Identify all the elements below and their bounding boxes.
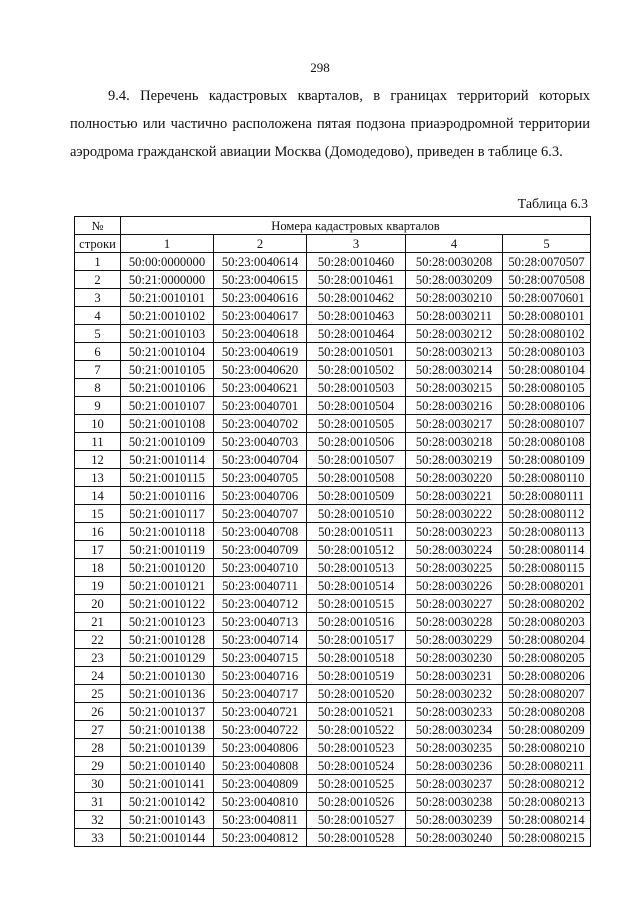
cadastral-number-cell: 50:23:0040705 [214, 469, 307, 487]
table-body [75, 253, 591, 847]
row-number-header-bottom: строки [75, 235, 121, 253]
cadastral-number-cell: 50:28:0010503 [307, 379, 406, 397]
cadastral-number-cell: 50:28:0030239 [406, 811, 503, 829]
cadastral-number-cell: 50:21:0010120 [121, 559, 214, 577]
cadastral-number-cell: 50:28:0010513 [307, 559, 406, 577]
cadastral-number-cell: 50:21:0010121 [121, 577, 214, 595]
cadastral-number-cell: 50:23:0040713 [214, 613, 307, 631]
cadastral-number-cell: 50:28:0030209 [406, 271, 503, 289]
cadastral-number-cell: 50:28:0010461 [307, 271, 406, 289]
cadastral-number-cell: 50:23:0040717 [214, 685, 307, 703]
cadastral-number-cell: 50:28:0010528 [307, 829, 406, 847]
cadastral-number-cell: 50:21:0010129 [121, 649, 214, 667]
cadastral-number-cell: 50:28:0010460 [307, 253, 406, 271]
cadastral-number-cell: 50:28:0010507 [307, 451, 406, 469]
table-row [75, 721, 591, 739]
cadastral-number-cell: 50:28:0030224 [406, 541, 503, 559]
cadastral-number-cell: 50:21:0010140 [121, 757, 214, 775]
cadastral-number-cell: 50:28:0010522 [307, 721, 406, 739]
table-row [75, 559, 591, 577]
cadastral-number-cell: 50:21:0010108 [121, 415, 214, 433]
cadastral-number-cell: 50:23:0040707 [214, 505, 307, 523]
column-number: 3 [307, 235, 406, 253]
cadastral-number-cell: 50:28:0010508 [307, 469, 406, 487]
cadastral-number-cell: 50:28:0010505 [307, 415, 406, 433]
cadastral-number-cell: 50:23:0040714 [214, 631, 307, 649]
cadastral-number-cell: 50:28:0080207 [503, 685, 591, 703]
cadastral-number-cell: 50:23:0040809 [214, 775, 307, 793]
row-number-cell: 2 [75, 271, 121, 289]
cadastral-number-cell: 50:28:0030223 [406, 523, 503, 541]
table-row [75, 829, 591, 847]
cadastral-number-cell: 50:28:0010510 [307, 505, 406, 523]
row-number-cell: 33 [75, 829, 121, 847]
cadastral-number-cell: 50:28:0010512 [307, 541, 406, 559]
table-row [75, 433, 591, 451]
cadastral-number-cell: 50:23:0040721 [214, 703, 307, 721]
cadastral-number-cell: 50:28:0010462 [307, 289, 406, 307]
cadastral-number-cell: 50:28:0080204 [503, 631, 591, 649]
cadastral-number-cell: 50:23:0040722 [214, 721, 307, 739]
table-row [75, 505, 591, 523]
cadastral-number-cell: 50:28:0010527 [307, 811, 406, 829]
row-number-cell: 3 [75, 289, 121, 307]
cadastral-number-cell: 50:28:0080113 [503, 523, 591, 541]
cadastral-number-cell: 50:21:0000000 [121, 271, 214, 289]
cadastral-number-cell: 50:21:0010130 [121, 667, 214, 685]
cadastral-number-cell: 50:28:0010506 [307, 433, 406, 451]
cadastral-number-cell: 50:28:0010502 [307, 361, 406, 379]
cadastral-number-cell: 50:23:0040710 [214, 559, 307, 577]
cadastral-number-cell: 50:28:0010515 [307, 595, 406, 613]
cadastral-number-cell: 50:23:0040616 [214, 289, 307, 307]
row-number-cell: 15 [75, 505, 121, 523]
table-row [75, 811, 591, 829]
cadastral-number-cell: 50:21:0010119 [121, 541, 214, 559]
cadastral-number-cell: 50:23:0040708 [214, 523, 307, 541]
row-number-cell: 5 [75, 325, 121, 343]
row-number-cell: 4 [75, 307, 121, 325]
cadastral-number-cell: 50:21:0010107 [121, 397, 214, 415]
cadastral-number-cell: 50:21:0010143 [121, 811, 214, 829]
cadastral-number-cell: 50:23:0040620 [214, 361, 307, 379]
cadastral-number-cell: 50:28:0010525 [307, 775, 406, 793]
cadastral-number-cell: 50:21:0010139 [121, 739, 214, 757]
row-number-cell: 22 [75, 631, 121, 649]
cadastral-number-cell: 50:28:0030212 [406, 325, 503, 343]
cadastral-number-cell: 50:23:0040702 [214, 415, 307, 433]
cadastral-number-cell: 50:21:0010104 [121, 343, 214, 361]
cadastral-quarters-table [74, 216, 591, 847]
table-row [75, 361, 591, 379]
table-header-row [75, 217, 591, 235]
row-number-cell: 1 [75, 253, 121, 271]
cadastral-number-cell: 50:23:0040617 [214, 307, 307, 325]
cadastral-number-cell: 50:28:0010516 [307, 613, 406, 631]
row-number-cell: 11 [75, 433, 121, 451]
cadastral-number-cell: 50:28:0030208 [406, 253, 503, 271]
cadastral-number-cell: 50:28:0080104 [503, 361, 591, 379]
row-number-cell: 9 [75, 397, 121, 415]
cadastral-number-cell: 50:28:0080211 [503, 757, 591, 775]
cadastral-number-cell: 50:21:0010118 [121, 523, 214, 541]
table-row [75, 307, 591, 325]
table-row [75, 253, 591, 271]
row-number-cell: 17 [75, 541, 121, 559]
cadastral-number-cell: 50:28:0080109 [503, 451, 591, 469]
column-number: 2 [214, 235, 307, 253]
cadastral-number-cell: 50:21:0010106 [121, 379, 214, 397]
column-number-row [75, 235, 591, 253]
cadastral-number-cell: 50:21:0010138 [121, 721, 214, 739]
cadastral-number-cell: 50:23:0040709 [214, 541, 307, 559]
cadastral-number-cell: 50:23:0040811 [214, 811, 307, 829]
cadastral-number-cell: 50:28:0010526 [307, 793, 406, 811]
cadastral-number-cell: 50:28:0030235 [406, 739, 503, 757]
cadastral-number-cell: 50:28:0080208 [503, 703, 591, 721]
cadastral-number-cell: 50:28:0010514 [307, 577, 406, 595]
cadastral-number-cell: 50:28:0030225 [406, 559, 503, 577]
table-row [75, 469, 591, 487]
table-row [75, 541, 591, 559]
cadastral-number-cell: 50:28:0080209 [503, 721, 591, 739]
cadastral-number-cell: 50:23:0040812 [214, 829, 307, 847]
cadastral-number-cell: 50:21:0010101 [121, 289, 214, 307]
cadastral-number-cell: 50:28:0080215 [503, 829, 591, 847]
row-number-cell: 23 [75, 649, 121, 667]
cadastral-number-cell: 50:23:0040615 [214, 271, 307, 289]
cadastral-number-cell: 50:21:0010123 [121, 613, 214, 631]
row-number-cell: 14 [75, 487, 121, 505]
cadastral-number-cell: 50:28:0030237 [406, 775, 503, 793]
cadastral-number-cell: 50:28:0080213 [503, 793, 591, 811]
cadastral-number-cell: 50:28:0030236 [406, 757, 503, 775]
table-row [75, 703, 591, 721]
cadastral-number-cell: 50:28:0010511 [307, 523, 406, 541]
cadastral-number-cell: 50:21:0010117 [121, 505, 214, 523]
row-number-header-top: № [75, 217, 121, 235]
cadastral-number-cell: 50:28:0080212 [503, 775, 591, 793]
cadastral-number-cell: 50:21:0010144 [121, 829, 214, 847]
cadastral-number-cell: 50:28:0010520 [307, 685, 406, 703]
cadastral-number-cell: 50:28:0080201 [503, 577, 591, 595]
cadastral-number-cell: 50:21:0010116 [121, 487, 214, 505]
row-number-cell: 7 [75, 361, 121, 379]
cadastral-number-cell: 50:28:0080206 [503, 667, 591, 685]
cadastral-number-cell: 50:21:0010103 [121, 325, 214, 343]
cadastral-number-cell: 50:23:0040618 [214, 325, 307, 343]
cadastral-number-cell: 50:23:0040621 [214, 379, 307, 397]
cadastral-number-cell: 50:28:0030217 [406, 415, 503, 433]
cadastral-number-cell: 50:28:0080115 [503, 559, 591, 577]
table-row [75, 577, 591, 595]
cadastral-number-cell: 50:28:0030210 [406, 289, 503, 307]
cadastral-number-cell: 50:28:0030229 [406, 631, 503, 649]
cadastral-number-cell: 50:28:0030219 [406, 451, 503, 469]
cadastral-number-cell: 50:21:0010114 [121, 451, 214, 469]
cadastral-number-cell: 50:28:0080205 [503, 649, 591, 667]
cadastral-number-cell: 50:28:0010519 [307, 667, 406, 685]
table-caption: Таблица 6.3 [517, 197, 588, 212]
cadastral-number-cell: 50:28:0030222 [406, 505, 503, 523]
table-row [75, 415, 591, 433]
row-number-cell: 19 [75, 577, 121, 595]
cadastral-number-cell: 50:21:0010102 [121, 307, 214, 325]
row-number-cell: 24 [75, 667, 121, 685]
cadastral-number-cell: 50:28:0030227 [406, 595, 503, 613]
cadastral-number-cell: 50:28:0030213 [406, 343, 503, 361]
cadastral-number-cell: 50:23:0040703 [214, 433, 307, 451]
table-row [75, 739, 591, 757]
cadastral-number-cell: 50:28:0030240 [406, 829, 503, 847]
cadastral-number-cell: 50:28:0030221 [406, 487, 503, 505]
cadastral-number-cell: 50:23:0040715 [214, 649, 307, 667]
cadastral-number-cell: 50:28:0030233 [406, 703, 503, 721]
cadastral-number-cell: 50:28:0080112 [503, 505, 591, 523]
cadastral-number-cell: 50:28:0010523 [307, 739, 406, 757]
cadastral-number-cell: 50:21:0010105 [121, 361, 214, 379]
cadastral-number-cell: 50:28:0010463 [307, 307, 406, 325]
table-row [75, 325, 591, 343]
cadastral-number-cell: 50:23:0040810 [214, 793, 307, 811]
row-number-cell: 16 [75, 523, 121, 541]
cadastral-number-cell: 50:21:0010128 [121, 631, 214, 649]
cadastral-number-cell: 50:23:0040716 [214, 667, 307, 685]
intro-paragraph: 9.4. Перечень кадастровых кварталов, в границах территорий которых полностью или частично расположена пятая подзона приаэродромной территории аэродрома гражданской авиации Москва (Домодедово), приведен в таблице 6.3. [70, 88, 590, 160]
table-row [75, 289, 591, 307]
cadastral-number-cell: 50:23:0040706 [214, 487, 307, 505]
cadastral-number-cell: 50:28:0010517 [307, 631, 406, 649]
table-row [75, 649, 591, 667]
cadastral-number-cell: 50:28:0030220 [406, 469, 503, 487]
cadastral-number-cell: 50:28:0080107 [503, 415, 591, 433]
cadastral-number-cell: 50:21:0010137 [121, 703, 214, 721]
cadastral-number-cell: 50:28:0070507 [503, 253, 591, 271]
group-header: Номера кадастровых кварталов [121, 217, 591, 235]
table-row [75, 451, 591, 469]
cadastral-number-cell: 50:28:0080103 [503, 343, 591, 361]
row-number-cell: 12 [75, 451, 121, 469]
cadastral-number-cell: 50:28:0080101 [503, 307, 591, 325]
page-number: 298 [310, 60, 330, 75]
cadastral-number-cell: 50:28:0080114 [503, 541, 591, 559]
cadastral-number-cell: 50:28:0030215 [406, 379, 503, 397]
row-number-cell: 6 [75, 343, 121, 361]
table-row [75, 613, 591, 631]
cadastral-number-cell: 50:21:0010142 [121, 793, 214, 811]
cadastral-number-cell: 50:28:0030218 [406, 433, 503, 451]
cadastral-number-cell: 50:28:0010509 [307, 487, 406, 505]
row-number-cell: 10 [75, 415, 121, 433]
cadastral-number-cell: 50:23:0040619 [214, 343, 307, 361]
cadastral-number-cell: 50:23:0040704 [214, 451, 307, 469]
cadastral-number-cell: 50:23:0040808 [214, 757, 307, 775]
table-row [75, 379, 591, 397]
cadastral-number-cell: 50:28:0010464 [307, 325, 406, 343]
cadastral-number-cell: 50:28:0070508 [503, 271, 591, 289]
cadastral-number-cell: 50:28:0030238 [406, 793, 503, 811]
table-row [75, 667, 591, 685]
cadastral-number-cell: 50:23:0040701 [214, 397, 307, 415]
cadastral-number-cell: 50:28:0080106 [503, 397, 591, 415]
cadastral-number-cell: 50:28:0080111 [503, 487, 591, 505]
column-number: 5 [503, 235, 591, 253]
cadastral-number-cell: 50:28:0030214 [406, 361, 503, 379]
row-number-cell: 31 [75, 793, 121, 811]
cadastral-number-cell: 50:21:0010122 [121, 595, 214, 613]
row-number-cell: 18 [75, 559, 121, 577]
table-row [75, 397, 591, 415]
row-number-cell: 20 [75, 595, 121, 613]
cadastral-number-cell: 50:28:0030231 [406, 667, 503, 685]
cadastral-number-cell: 50:28:0030226 [406, 577, 503, 595]
row-number-cell: 29 [75, 757, 121, 775]
cadastral-number-cell: 50:23:0040614 [214, 253, 307, 271]
cadastral-number-cell: 50:28:0080110 [503, 469, 591, 487]
table-row [75, 523, 591, 541]
row-number-cell: 26 [75, 703, 121, 721]
cadastral-number-cell: 50:23:0040806 [214, 739, 307, 757]
cadastral-number-cell: 50:21:0010109 [121, 433, 214, 451]
row-number-cell: 21 [75, 613, 121, 631]
cadastral-number-cell: 50:28:0030234 [406, 721, 503, 739]
cadastral-number-cell: 50:28:0030211 [406, 307, 503, 325]
row-number-cell: 13 [75, 469, 121, 487]
table-row [75, 487, 591, 505]
cadastral-number-cell: 50:28:0080105 [503, 379, 591, 397]
cadastral-number-cell: 50:28:0030232 [406, 685, 503, 703]
cadastral-number-cell: 50:28:0010504 [307, 397, 406, 415]
cadastral-number-cell: 50:28:0010524 [307, 757, 406, 775]
column-number: 4 [406, 235, 503, 253]
table-row [75, 793, 591, 811]
cadastral-number-cell: 50:21:0010136 [121, 685, 214, 703]
row-number-cell: 8 [75, 379, 121, 397]
cadastral-number-cell: 50:28:0080214 [503, 811, 591, 829]
table-row [75, 343, 591, 361]
row-number-cell: 32 [75, 811, 121, 829]
cadastral-number-cell: 50:00:0000000 [121, 253, 214, 271]
cadastral-number-cell: 50:28:0010501 [307, 343, 406, 361]
cadastral-number-cell: 50:28:0030230 [406, 649, 503, 667]
cadastral-number-cell: 50:28:0080202 [503, 595, 591, 613]
column-number: 1 [121, 235, 214, 253]
cadastral-number-cell: 50:28:0080102 [503, 325, 591, 343]
cadastral-number-cell: 50:28:0030216 [406, 397, 503, 415]
table-row [75, 631, 591, 649]
cadastral-number-cell: 50:28:0010521 [307, 703, 406, 721]
table-row [75, 271, 591, 289]
cadastral-number-cell: 50:28:0080108 [503, 433, 591, 451]
table-row [75, 757, 591, 775]
row-number-cell: 27 [75, 721, 121, 739]
table-row [75, 685, 591, 703]
table-row [75, 595, 591, 613]
cadastral-number-cell: 50:28:0080210 [503, 739, 591, 757]
cadastral-number-cell: 50:28:0070601 [503, 289, 591, 307]
row-number-cell: 30 [75, 775, 121, 793]
cadastral-number-cell: 50:28:0080203 [503, 613, 591, 631]
cadastral-number-cell: 50:21:0010141 [121, 775, 214, 793]
cadastral-number-cell: 50:23:0040711 [214, 577, 307, 595]
cadastral-number-cell: 50:28:0030228 [406, 613, 503, 631]
row-number-cell: 28 [75, 739, 121, 757]
cadastral-number-cell: 50:21:0010115 [121, 469, 214, 487]
row-number-cell: 25 [75, 685, 121, 703]
cadastral-number-cell: 50:28:0010518 [307, 649, 406, 667]
cadastral-number-cell: 50:23:0040712 [214, 595, 307, 613]
table-row [75, 775, 591, 793]
